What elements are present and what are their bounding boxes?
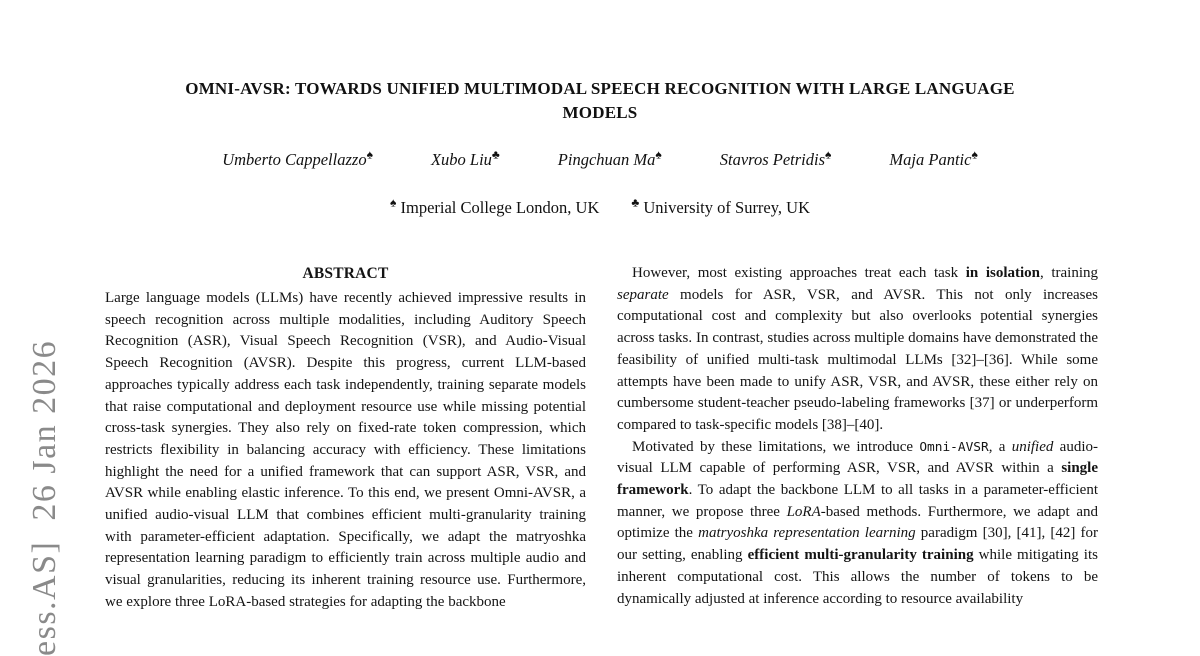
left-column — [105, 263, 586, 614]
author-1-affiliation-symbol: ♠ — [366, 147, 373, 162]
author-5-name: Maja Pantic — [889, 150, 972, 169]
body-paragraph-2: Motivated by these limitations, we introduce Omni-AVSR, a unified audio-visual LLM capable of performing ASR, VSR, and AVSR within a single framework. To adapt the backbone LLM to all tasks in a parameter-efficient manner, we propose three LoRA-based methods. Furthermore, we adapt and optimize the matryoshka representation learning paradigm [30], [41], [42] for our setting, enabling efficient multi-granularity training while mitigating its inherent computational cost. This allows the number of tokens to be dynamically adjusted at inference according to resource availability — [617, 438, 1099, 607]
affiliation-2-symbol: ♣ — [631, 195, 640, 210]
author-5-affiliation-symbol: ♠ — [971, 147, 978, 162]
affiliation-1-symbol: ♠ — [389, 195, 397, 210]
author-2-name: Xubo Liu — [430, 150, 492, 169]
author-4 — [719, 147, 832, 170]
paper-title-line1: OMNI-AVSR: TOWARDS UNIFIED MULTIMODAL SPEECH RECOGNITION WITH LARGE LANGUAGE — [185, 79, 1015, 98]
abstract-heading: ABSTRACT — [302, 265, 389, 282]
body-paragraph-1: However, most existing approaches treat each task in isolation, training separate models for ASR, VSR, and AVSR. This not only increases computational cost and complexity but also overlooks potential synergies across tasks. In contrast, studies across multiple domains have demonstrated the feasibility of unified multi-task multimodal LLMs [32]–[36]. While some attempts have been made to unify ASR, VSR, and AVSR, these either rely on cumbersome student-teacher pseudo-labeling frameworks [37] or underperform compared to task-specific models [38]–[40]. — [617, 265, 1099, 433]
paper-title — [0, 77, 1200, 125]
abstract-paragraph: Large language models (LLMs) have recently achieved impressive results in speech recognition across multiple modalities, including Auditory Speech Recognition (ASR), Visual Speech Recognition (VSR), and Audio-Visual Speech Recognition (AVSR). Despite this progress, current LLM-based approaches typically address each task independently, training separate models that raise computational and deployment resource use while missing potential cross-task synergies. They also rely on fixed-rate token compression, which restricts flexibility in balancing accuracy with efficiency. These limitations highlight the need for a unified framework that can support ASR, VSR, and AVSR while enabling elastic inference. To this end, we present Omni-AVSR, a unified audio-visual LLM that combines efficient multi-granularity training with parameter-efficient adaptation. Specifically, we adapt the matryoshka representation learning paradigm to efficiently train across multiple audio and visual granularities, reducing its inherent training resource use. Furthermore, we explore three LoRA-based strategies for adapting the backbone — [105, 290, 586, 610]
author-3-name: Pingchuan Ma — [557, 150, 656, 169]
author-2 — [430, 147, 500, 170]
affiliations-row — [0, 195, 1200, 218]
author-1-name: Umberto Cappellazzo — [222, 150, 367, 169]
affiliation-1 — [389, 195, 600, 218]
author-3-affiliation-symbol: ♠ — [655, 147, 662, 162]
author-4-affiliation-symbol: ♠ — [825, 147, 832, 162]
affiliation-1-name: Imperial College London, UK — [400, 198, 600, 217]
authors-row — [0, 147, 1200, 170]
author-2-affiliation-symbol: ♣ — [491, 147, 500, 162]
affiliation-2 — [631, 195, 811, 218]
paper-title-line2: MODELS — [562, 103, 638, 122]
author-5 — [889, 147, 978, 170]
arxiv-watermark: ess.AS] 26 Jan 2026 — [26, 339, 63, 656]
right-column — [617, 263, 1098, 610]
author-3 — [557, 147, 662, 170]
author-4-name: Stavros Petridis — [719, 150, 826, 169]
author-1 — [222, 147, 373, 170]
affiliation-2-name: University of Surrey, UK — [643, 198, 811, 217]
